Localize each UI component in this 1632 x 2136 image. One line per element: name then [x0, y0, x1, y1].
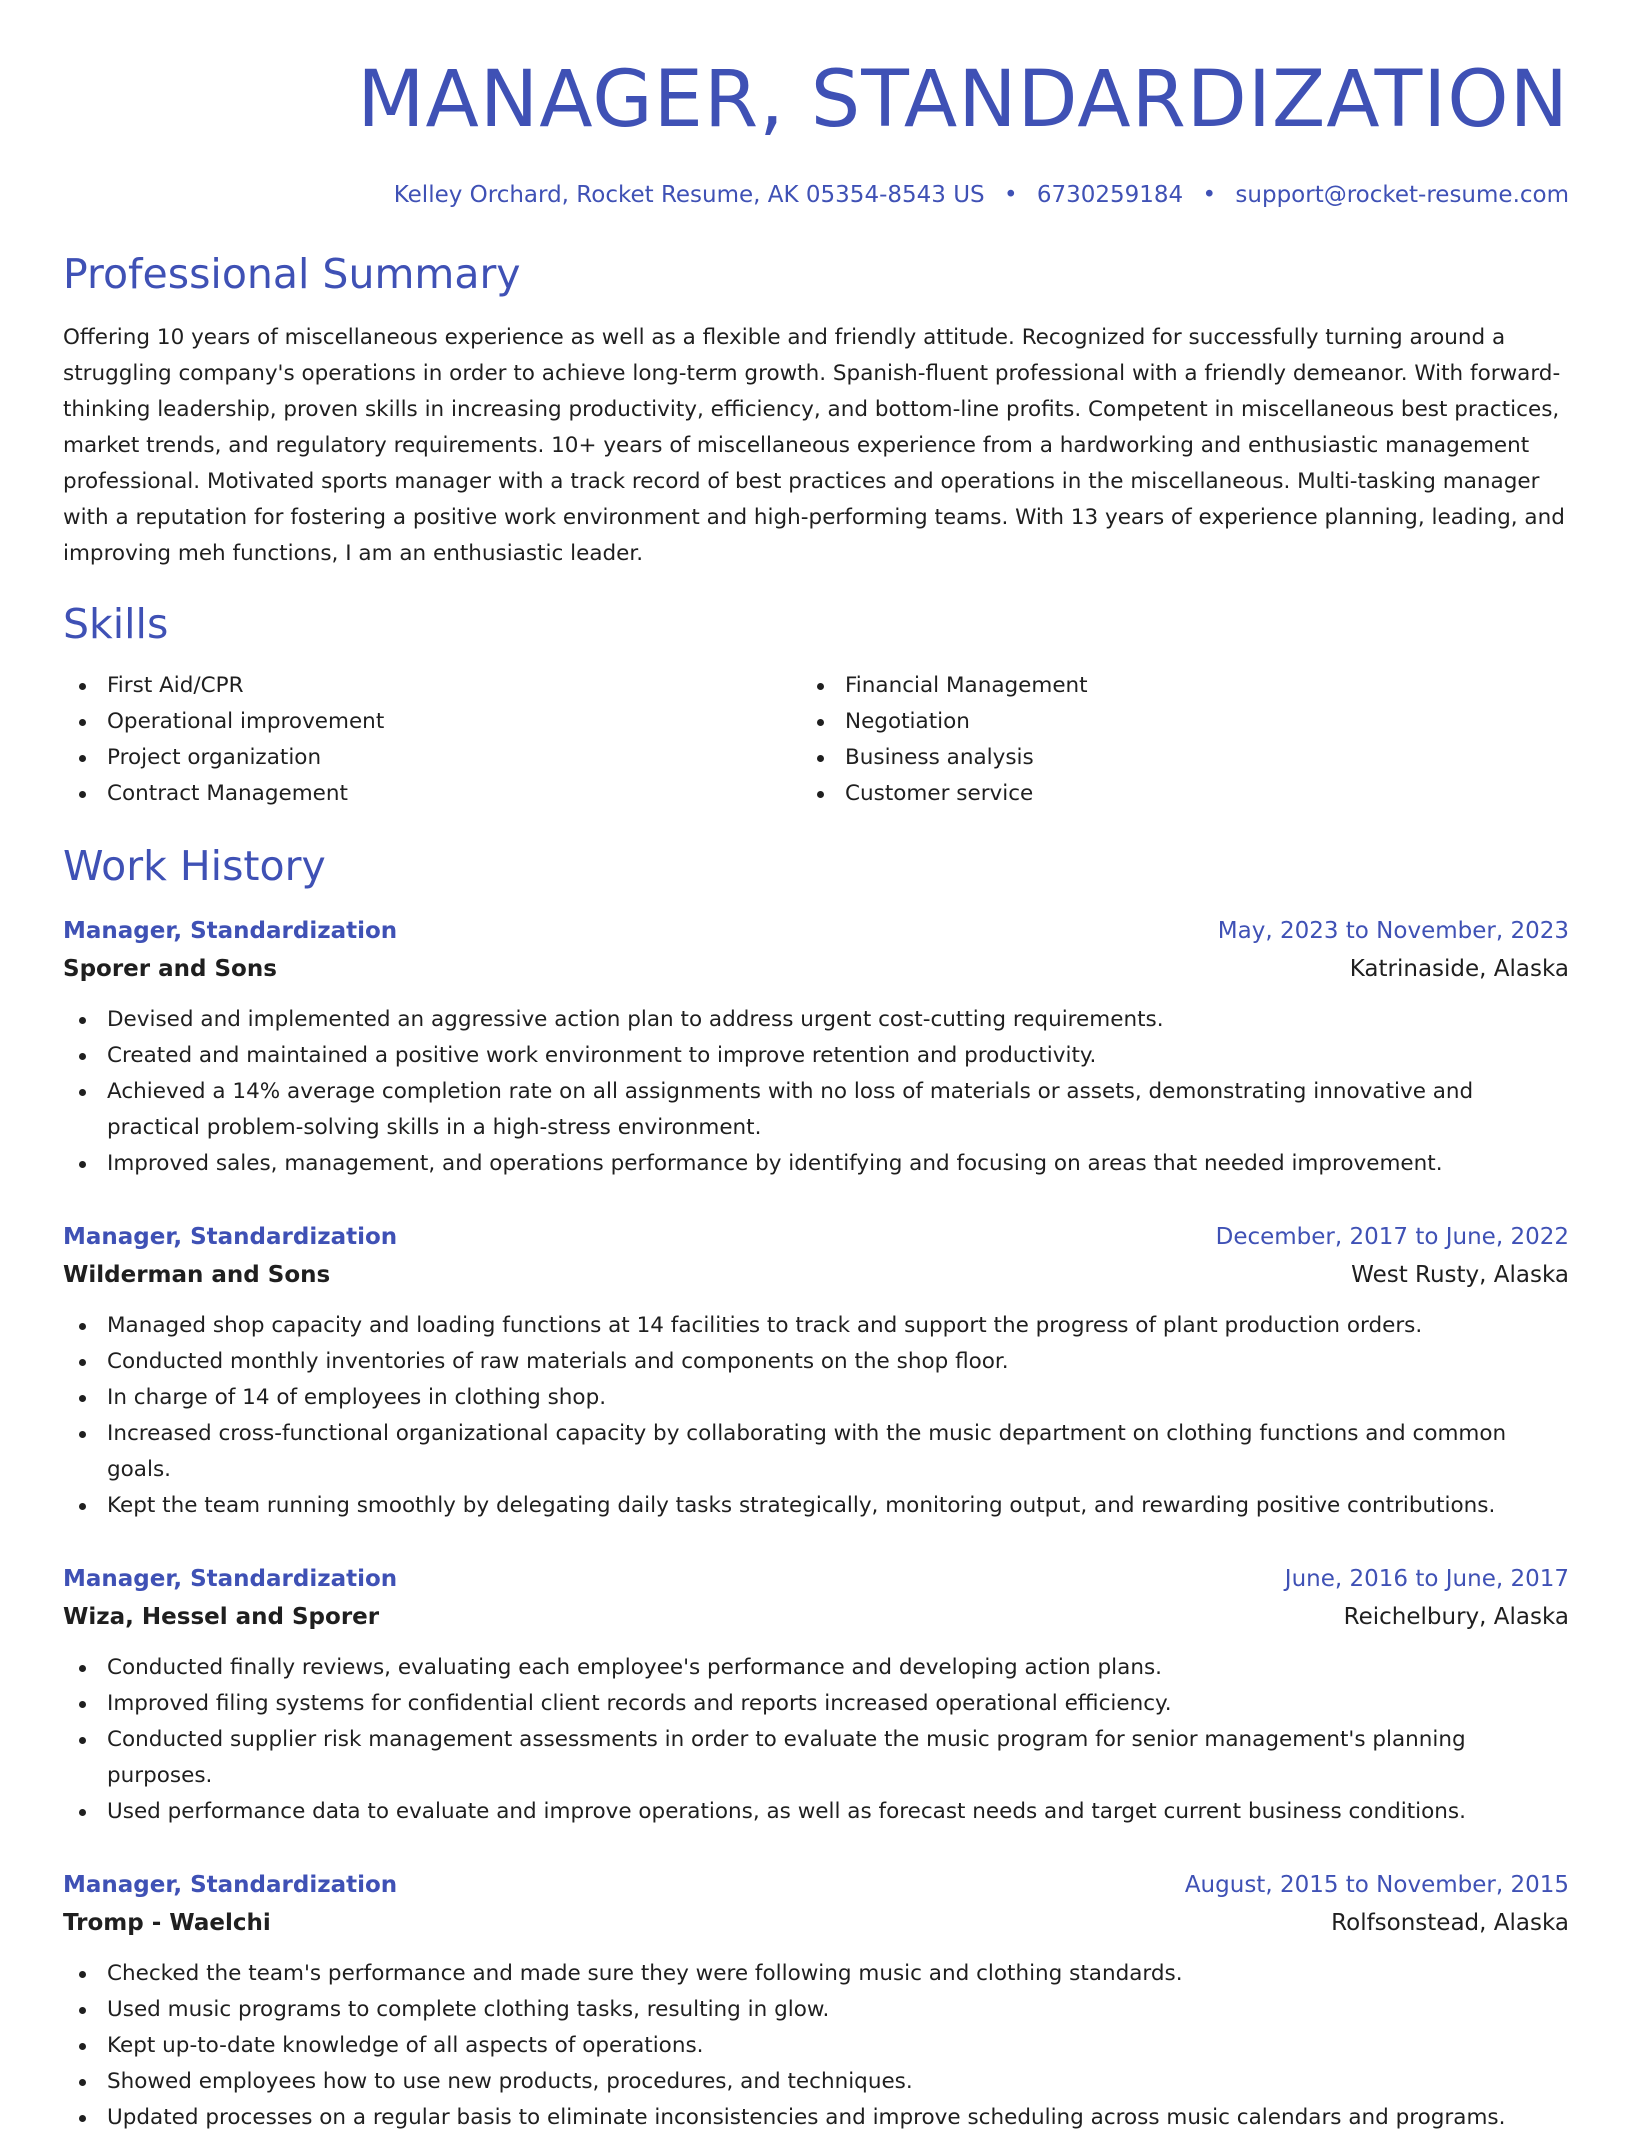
skill-item: Business analysis — [801, 740, 1539, 776]
contact-phone: 6730259184 — [1036, 182, 1184, 208]
job-bullet: Used music programs to complete clothing tasks, resulting in glow. — [63, 1992, 1569, 2028]
contact-line — [63, 178, 1569, 212]
job-entry — [63, 1560, 1569, 1830]
job-position: Manager, Standardization — [63, 918, 398, 944]
skill-item: Operational improvement — [63, 704, 801, 740]
job-bullet: Created and maintained a positive work environment to improve retention and productivity. — [63, 1038, 1569, 1074]
job-bullet: Showed employees how to use new products, procedures, and techniques. — [63, 2064, 1569, 2100]
job-company: Tromp - Waelchi — [63, 1910, 271, 1936]
job-bullet: Kept up-to-date knowledge of all aspects of operations. — [63, 2028, 1569, 2064]
job-company-row — [63, 950, 1569, 988]
job-bullet: Kept the team running smoothly by delegating daily tasks strategically, monitoring output, and rewarding positive contributions. — [63, 1488, 1569, 1524]
job-company-row — [63, 1904, 1569, 1942]
job-company-row — [63, 1598, 1569, 1636]
contact-address: Kelley Orchard, Rocket Resume, AK 05354-8543 US — [393, 182, 985, 208]
job-title-row — [63, 1218, 1569, 1256]
resume-title: MANAGER, STANDARDIZATION — [357, 55, 1569, 145]
job-location: West Rusty, Alaska — [1351, 1262, 1569, 1288]
job-bullet: In charge of 14 of employees in clothing shop. — [63, 1380, 1569, 1416]
job-bullets — [63, 1956, 1569, 2136]
job-dates: December, 2017 to June, 2022 — [1215, 1224, 1569, 1250]
job-bullet: Improved filing systems for confidential client records and reports increased operational efficiency. — [63, 1686, 1569, 1722]
skill-item: Contract Management — [63, 776, 801, 812]
work-history-section — [63, 840, 1569, 2136]
job-position: Manager, Standardization — [63, 1872, 398, 1898]
job-entry — [63, 912, 1569, 1182]
job-bullet: Checked the team's performance and made sure they were following music and clothing standards. — [63, 1956, 1569, 1992]
job-location: Rolfsonstead, Alaska — [1331, 1910, 1569, 1936]
skills-section — [63, 598, 1569, 812]
job-bullet: Increased cross-functional organizational capacity by collaborating with the music department on clothing functions and common goals. — [63, 1416, 1569, 1488]
work-history-heading: Work History — [63, 842, 326, 890]
skill-item: Financial Management — [801, 668, 1539, 704]
job-bullet: Managed shop capacity and loading functions at 14 facilities to track and support the progress of plant production orders. — [63, 1308, 1569, 1344]
skill-item: First Aid/CPR — [63, 668, 801, 704]
job-entry — [63, 1218, 1569, 1524]
job-title-row — [63, 1560, 1569, 1598]
contact-separator: • — [1202, 182, 1217, 208]
job-title-row — [63, 912, 1569, 950]
job-position: Manager, Standardization — [63, 1224, 398, 1250]
skills-column-right — [801, 668, 1539, 812]
skills-column-left — [63, 668, 801, 812]
job-dates: August, 2015 to November, 2015 — [1184, 1872, 1569, 1898]
job-bullet: Updated processes on a regular basis to eliminate inconsistencies and improve scheduling across music calendars and programs. — [63, 2100, 1569, 2136]
skill-item: Customer service — [801, 776, 1539, 812]
job-bullet: Conducted finally reviews, evaluating each employee's performance and developing action plans. — [63, 1650, 1569, 1686]
skill-item: Project organization — [63, 740, 801, 776]
job-company: Sporer and Sons — [63, 956, 277, 982]
job-bullet: Conducted supplier risk management assessments in order to evaluate the music program for senior management's planning purposes. — [63, 1722, 1569, 1794]
summary-heading: Professional Summary — [63, 250, 521, 298]
job-bullets — [63, 1002, 1569, 1182]
job-bullet: Achieved a 14% average completion rate on all assignments with no loss of materials or assets, demonstrating innovative and practical problem-solving skills in a high-stress environment. — [63, 1074, 1569, 1146]
job-company-row — [63, 1256, 1569, 1294]
job-dates: May, 2023 to November, 2023 — [1217, 918, 1569, 944]
job-bullet: Devised and implemented an aggressive action plan to address urgent cost-cutting requirements. — [63, 1002, 1569, 1038]
job-company: Wiza, Hessel and Sporer — [63, 1604, 380, 1630]
job-bullet: Conducted monthly inventories of raw materials and components on the shop floor. — [63, 1344, 1569, 1380]
job-location: Katrinaside, Alaska — [1349, 956, 1569, 982]
job-position: Manager, Standardization — [63, 1566, 398, 1592]
contact-separator: • — [1003, 182, 1018, 208]
job-location: Reichelbury, Alaska — [1343, 1604, 1569, 1630]
skills-grid — [63, 668, 1569, 812]
summary-section — [63, 248, 1569, 572]
skills-heading: Skills — [63, 600, 169, 648]
job-bullets — [63, 1308, 1569, 1524]
job-bullet: Used performance data to evaluate and improve operations, as well as forecast needs and target current business conditions. — [63, 1794, 1569, 1830]
contact-email[interactable]: support@rocket-resume.com — [1235, 182, 1569, 208]
job-title-row — [63, 1866, 1569, 1904]
skill-item: Negotiation — [801, 704, 1539, 740]
resume-header — [63, 0, 1569, 212]
job-entry — [63, 1866, 1569, 2136]
job-dates: June, 2016 to June, 2017 — [1284, 1566, 1569, 1592]
summary-text: Offering 10 years of miscellaneous experience as well as a flexible and friendly attitude. Recognized for successfully turning around a struggling company's operations in order to achieve long-term growth. Spanish-fluent professional with a friendly demeanor. With forward-thinking leadership, proven skills in increasing productivity, efficiency, and bottom-line profits. Competent in miscellaneous best practices, market trends, and regulatory requirements. 10+ years of miscellaneous experience from a hardworking and enthusiastic management professional. Motivated sports manager with a track record of best practices and operations in the miscellaneous. Multi-tasking manager with a reputation for fostering a positive work environment and high-performing teams. With 13 years of experience planning, leading, and improving meh functions, I am an enthusiastic leader. — [63, 325, 1565, 566]
job-bullets — [63, 1650, 1569, 1830]
job-company: Wilderman and Sons — [63, 1262, 331, 1288]
job-bullet: Improved sales, management, and operations performance by identifying and focusing on areas that needed improvement. — [63, 1146, 1569, 1182]
